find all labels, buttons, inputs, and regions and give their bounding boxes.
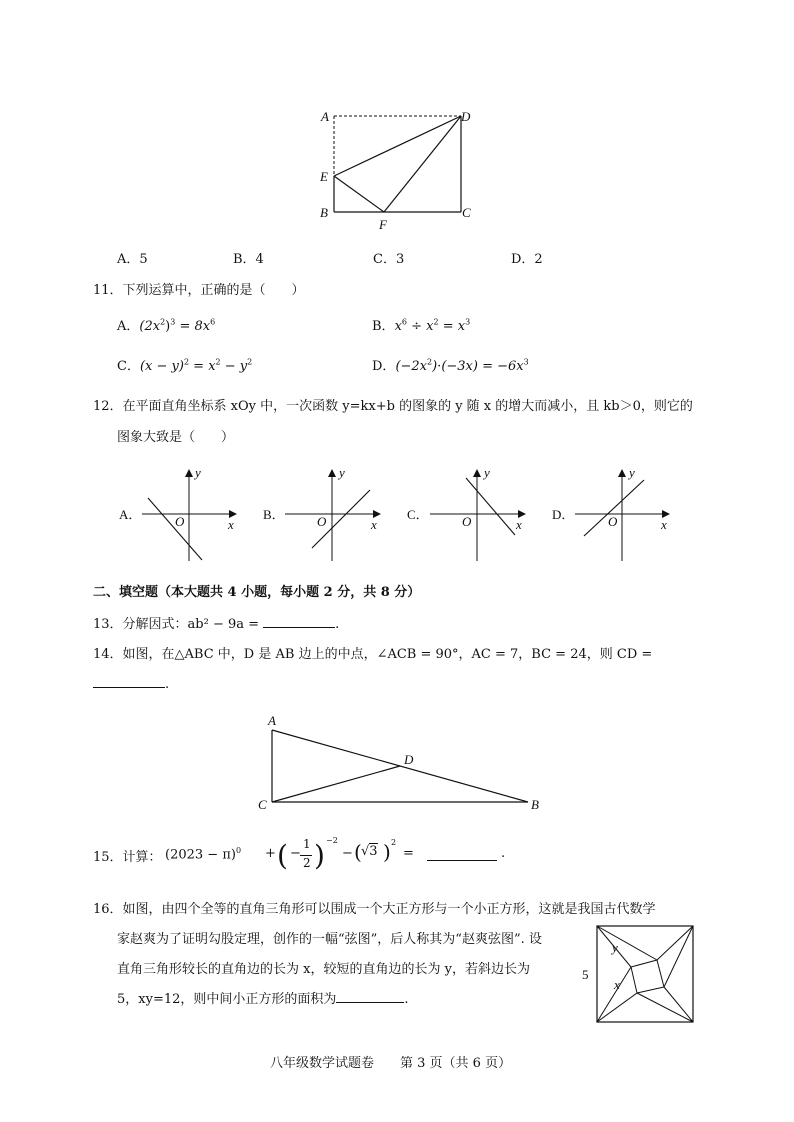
q10-label-E: E bbox=[320, 169, 328, 184]
q11-option-a: A．$(2x^2)^3 = 8x^6$ bbox=[117, 317, 216, 334]
q12-b-y: y bbox=[339, 465, 345, 480]
q13: 13．分解因式：ab² − 9a = . bbox=[93, 617, 340, 632]
q10-option-b: B．4 bbox=[233, 252, 264, 267]
q16-line3: 直角三角形较长的直角边的长为 x，较短的直角边的长为 y，若斜边长为 bbox=[117, 962, 530, 977]
q14-label-C: C bbox=[258, 797, 267, 812]
q12-stem-line1: 12．在平面直角坐标系 xOy 中，一次函数 y=kx+b 的图象的 y 随 x 的增大而减小，且 kb＞0，则它的 bbox=[93, 399, 693, 414]
q12-c-label: C． bbox=[407, 507, 429, 522]
q12-d-x: x bbox=[661, 517, 667, 532]
q12-d-o: O bbox=[608, 514, 618, 529]
q12-c-o: O bbox=[462, 514, 472, 529]
q12-a-y: y bbox=[195, 465, 201, 480]
q16-label-x: x bbox=[614, 977, 620, 992]
q11-option-b: B．$x^6 \div x^2 = x^3$ bbox=[372, 317, 471, 334]
q15-paren-frac: ( bbox=[277, 839, 288, 872]
q16-label-y: y bbox=[612, 940, 618, 955]
q10-label-C: C bbox=[462, 205, 471, 220]
q12-b-label: B． bbox=[263, 507, 285, 522]
q14-answer-line: . bbox=[93, 675, 169, 692]
q10-option-a: A．5 bbox=[117, 252, 148, 267]
q14-label-B: B bbox=[531, 797, 539, 812]
section-2-title: 二、填空题（本大题共 4 小题，每小题 2 分，共 8 分） bbox=[93, 585, 421, 600]
q12-a-x: x bbox=[228, 517, 234, 532]
q11-option-c: C．$(x - y)^2 = x^2 - y^2$ bbox=[117, 357, 253, 374]
page-footer: 八年级数学试题卷 第 3 页（共 6 页） bbox=[270, 1056, 512, 1071]
q11-option-d: D．$(-2x^2)\cdot(-3x) = -6x^3$ bbox=[372, 357, 529, 374]
q14-label-D: D bbox=[404, 752, 414, 767]
q12-d-label: D． bbox=[552, 507, 575, 522]
q16-line1: 16．如图，由四个全等的直角三角形可以围成一个大正方形与一个小正方形，这就是我国古代数学 bbox=[93, 902, 656, 917]
q12-a-o: O bbox=[175, 514, 185, 529]
q12-d-y: y bbox=[629, 465, 635, 480]
q12-b-x: x bbox=[371, 517, 377, 532]
q10-label-B: B bbox=[320, 205, 328, 220]
q10-label-A: A bbox=[321, 109, 329, 124]
q12-a-label: A． bbox=[119, 507, 142, 522]
q12-c-y: y bbox=[484, 465, 490, 480]
q11-stem: 11．下列运算中，正确的是（ ） bbox=[93, 283, 305, 298]
q16-label-side: 5 bbox=[582, 967, 589, 982]
q14-stem: 14．如图，在△ABC 中，D 是 AB 边上的中点，∠ACB = 90°，AC = 7，BC = 24，则 CD = bbox=[93, 647, 653, 662]
q10-option-c: C．3 bbox=[373, 252, 405, 267]
q12-b-o: O bbox=[317, 514, 327, 529]
q10-label-F: F bbox=[379, 217, 387, 232]
q14-label-A: A bbox=[268, 713, 276, 728]
q12-stem-line2: 图象大致是（ ） bbox=[117, 430, 235, 445]
q10-label-D: D bbox=[461, 109, 471, 124]
q10-option-d: D．2 bbox=[511, 252, 543, 267]
q16-line2: 家赵爽为了证明勾股定理，创作的一幅“弦图”，后人称其为“赵爽弦图”. 设 bbox=[117, 932, 542, 947]
q12-c-x: x bbox=[516, 517, 522, 532]
q16-line4: 5，xy=12，则中间小正方形的面积为 . bbox=[117, 992, 409, 1007]
